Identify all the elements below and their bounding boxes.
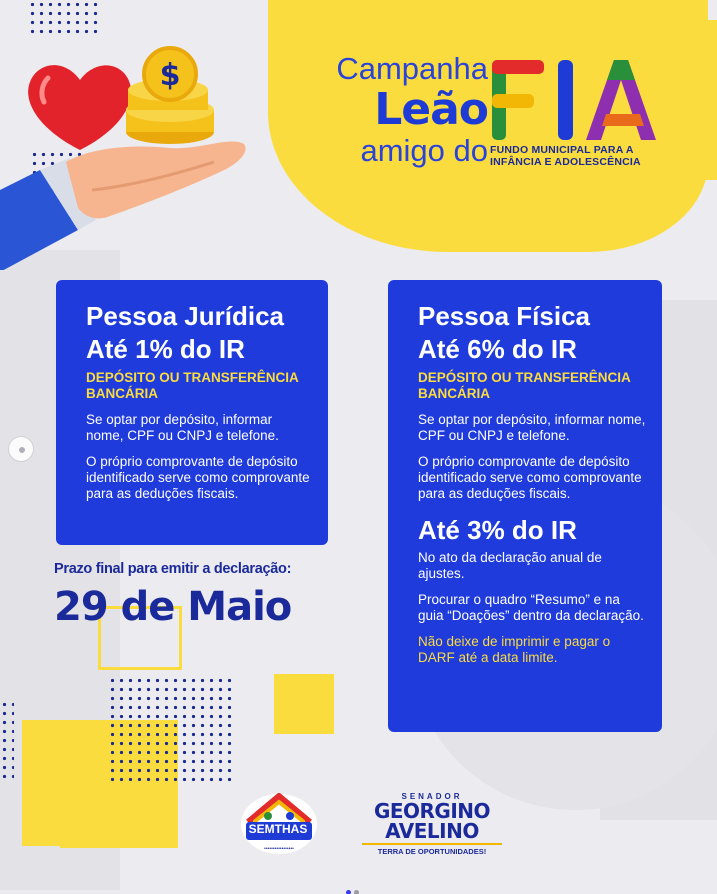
card-pessoa-fisica (388, 280, 662, 732)
card-fisica-title: Pessoa Física (418, 301, 590, 331)
deadline-date: 29 de Maio (54, 584, 292, 630)
card-juridica-tag: DEPÓSITO OU TRANSFERÊNCIA BANCÁRIA (86, 370, 299, 401)
yellow-square-small (274, 674, 334, 734)
campaign-title-line1: Campanha (336, 51, 488, 86)
card-juridica-title: Pessoa Jurídica (86, 301, 284, 331)
dot-pattern-top (28, 0, 98, 34)
fia-subtitle-line1: FUNDO MUNICIPAL PARA A (490, 144, 634, 156)
campaign-title (318, 52, 488, 168)
card-pessoa-juridica (56, 280, 328, 545)
hand-heart-coins-icon (0, 40, 250, 270)
georgino-name-line1: GEORGINO (373, 799, 491, 823)
card-fisica-text5: Não deixe de imprimir e pagar o DARF até a data limite. (418, 634, 611, 665)
campaign-title-line3: amigo do (360, 133, 488, 168)
card-fisica-text2: O próprio comprovante de depósito identificado serve como comprovante para as deduções fiscais. (418, 454, 642, 501)
card-fisica-tag: DEPÓSITO OU TRANSFERÊNCIA BANCÁRIA (418, 370, 631, 401)
dot-pattern-bottom (108, 676, 234, 782)
semthas-logo (238, 782, 320, 856)
semthas-logo-text: SEMTHAS (248, 822, 308, 836)
card-fisica-text3: No ato da declaração anual de ajustes. (418, 550, 602, 581)
dot-pattern-edge (0, 700, 14, 780)
card-fisica-text1: Se optar por depósito, informar nome, CPF ou CNPJ e telefone. (418, 412, 646, 443)
carousel-pager (346, 880, 372, 886)
card-juridica-text1: Se optar por depósito, informar nome, CPF ou CNPJ e telefone. (86, 412, 279, 443)
fia-logo-subtitle (490, 144, 670, 168)
georgino-senador-label: SENADOR (401, 792, 463, 801)
deadline-label: Prazo final para emitir a declaração: (54, 561, 292, 577)
pager-dot[interactable] (354, 890, 359, 894)
card-fisica-text4: Procurar o quadro “Resumo” e na guia “Doações” dentro da declaração. (418, 592, 644, 623)
svg-text:•••••••••••••••••: ••••••••••••••••• (264, 846, 294, 852)
georgino-name-line2: AVELINO (385, 819, 479, 843)
fia-logo (490, 56, 660, 142)
card-fisica-subtitle: Até 3% do IR (418, 515, 577, 545)
senador-georgino-logo (362, 792, 502, 858)
campaign-title-line2: Leão (374, 84, 488, 135)
svg-text:$: $ (159, 58, 181, 93)
carousel-prev-button[interactable] (8, 436, 34, 462)
georgino-tagline: TERRA DE OPORTUNIDADES! (362, 843, 502, 856)
pager-dot-active[interactable] (346, 890, 351, 894)
card-juridica-percent: Até 1% do IR (86, 334, 245, 364)
fia-subtitle-line2: INFÂNCIA E ADOLESCÊNCIA (490, 156, 641, 168)
card-juridica-text2: O próprio comprovante de depósito identificado serve como comprovante para as deduções fiscais. (86, 454, 310, 501)
card-fisica-percent: Até 6% do IR (418, 334, 577, 364)
